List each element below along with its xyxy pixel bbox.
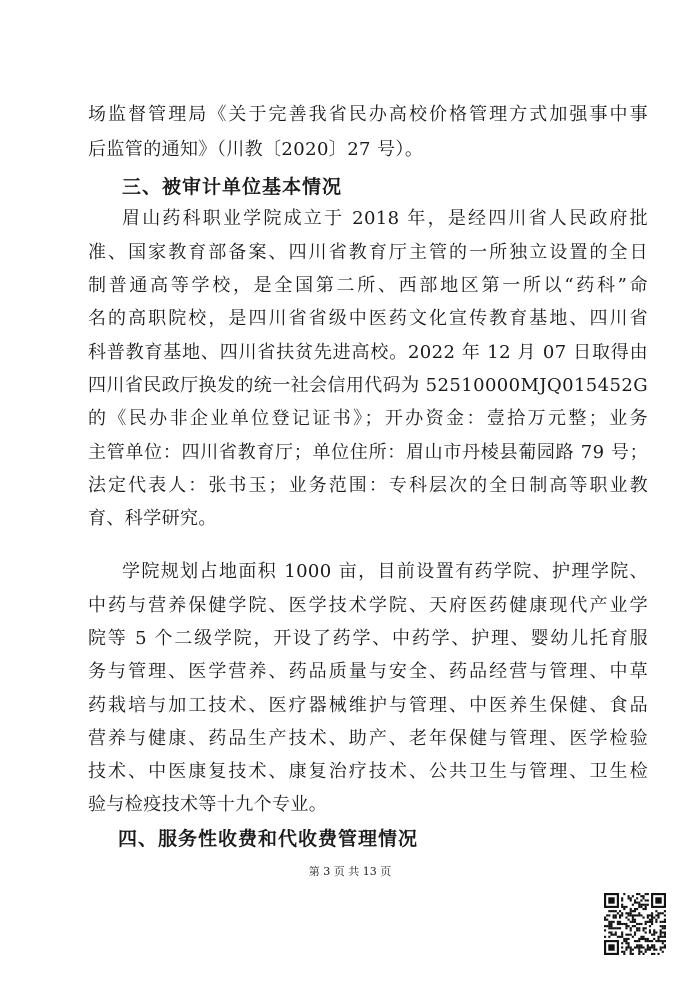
qr-code-icon <box>604 893 666 955</box>
para1-line-7: 的《民办非企业单位登记证书》；开办资金：壹拾万元整；业务 <box>88 408 648 429</box>
para1-line-4: 名的高职院校，是四川省省级中医药文化宣传教育基地、四川省 <box>88 308 648 329</box>
section-4-heading: 四、服务性收费和代收费管理情况 <box>118 828 419 850</box>
para2-line-7: 技术、中医康复技术、康复治疗技术、公共卫生与管理、卫生检 <box>88 761 648 782</box>
para1-line-2: 准、国家教育部备案、四川省教育厅主管的一所独立设置的全日 <box>88 242 648 263</box>
para2-line-4: 务与管理、医学营养、药品质量与安全、药品经营与管理、中草 <box>88 661 648 682</box>
para1-line-8: 主管单位：四川省教育厅；单位住所：眉山市丹棱县葡园路 79 号； <box>88 442 648 463</box>
para1-line-10: 育、科学研究。 <box>88 508 217 529</box>
section-3-heading: 三、被审计单位基本情况 <box>122 176 343 198</box>
para1-line-1: 眉山药科职业学院成立于 2018 年，是经四川省人民政府批 <box>122 208 648 229</box>
para2-line-6: 营养与健康、药品生产技术、助产、老年保健与管理、医学检验 <box>88 728 648 749</box>
para2-line-2: 中药与营养保健学院、医学技术学院、天府医药健康现代产业学 <box>88 595 648 616</box>
para2-line-5: 药栽培与加工技术、医疗器械维护与管理、中医养生保健、食品 <box>88 695 648 716</box>
para1-line-9: 法定代表人：张书玉；业务范围：专科层次的全日制高等职业教 <box>88 475 648 496</box>
para2-line-3: 院等 5 个二级学院，开设了药学、中药学、护理、婴幼儿托育服 <box>88 628 648 649</box>
intro-line-1: 场监督管理局《关于完善我省民办高校价格管理方式加强事中事 <box>88 104 648 125</box>
page-number: 第 3 页 共 13 页 <box>308 865 392 878</box>
intro-line-2: 后监管的通知》（川教〔2020〕27 号）。 <box>88 139 424 160</box>
para2-line-8: 验与检疫技术等十九个专业。 <box>88 794 328 815</box>
para1-line-6: 四川省民政厅换发的统一社会信用代码为 52510000MJQ015452G <box>88 375 648 396</box>
para1-line-5: 科普教育基地、四川省扶贫先进高校。2022 年 12 月 07 日取得由 <box>88 342 648 363</box>
para2-line-1: 学院规划占地面积 1000 亩，目前设置有药学院、护理学院、 <box>122 561 648 582</box>
para1-line-3: 制普通高等学校，是全国第二所、西部地区第一所以“药科”命 <box>88 275 648 296</box>
